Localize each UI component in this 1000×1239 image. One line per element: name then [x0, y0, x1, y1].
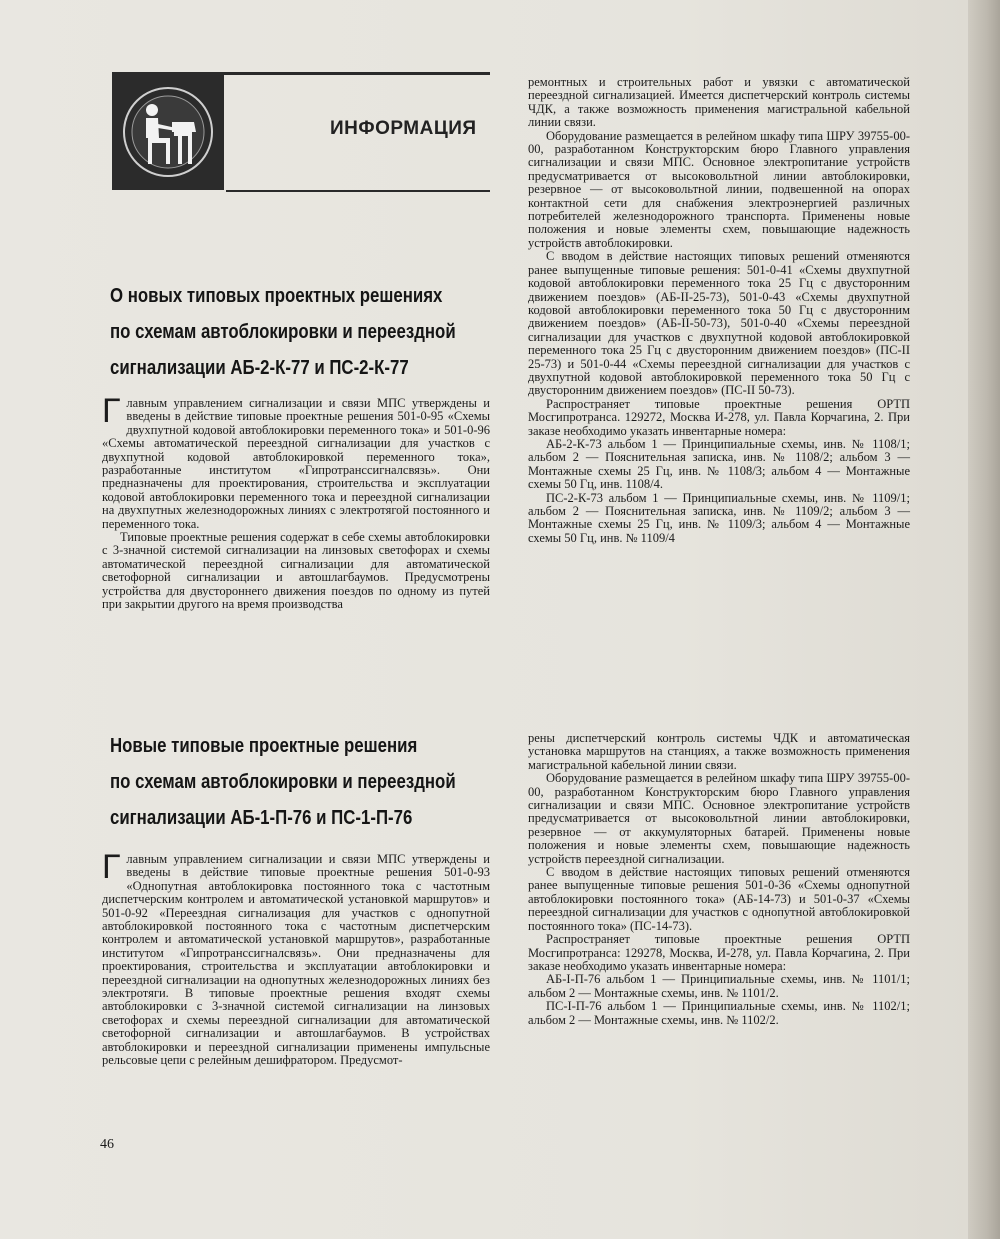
article1-paragraph: Распространяет типовые проектные решения ОРТП Мосгипротранса. 129272, Москва И-278, ул. Павла Корчагина, 2. При заказе необходимо указать инвентарные номера: [528, 396, 910, 438]
article2-dropcap: Г [102, 848, 121, 886]
article2-paragraph: Оборудование размещается в релейном шкафу типа ШРУ 39755-00-00, разработанном Конструкторским бюро Главного управления сигнализации и связи МПС. Основное электропитание устройств предусматривается от высоковольтной линии автоблокировки, резервное — от аккумуляторных батарей. Применены новые положения и новые элементы схем, повышающие надежность устройств переездной сигнализации. [528, 771, 910, 866]
article1-paragraph: Оборудование размещается в релейном шкафу типа ШРУ 39755-00-00, разработанном Конструкторским бюро Главного управления сигнализации и связи МПС. Основное электропитание устройств предусматривается от высоковольтной линии автоблокировки, резервное — от высоковольтной линии, подвешенной на опорах контактной сети для снабжения электроэнергией различных потребителей железнодорожного транспорта. Применены новые положения и новые элементы схем, повышающие надежность устройств автоблокировки. [528, 128, 910, 250]
article1-title-line: О новых типовых проектных решениях [110, 284, 443, 307]
header-rule-bottom [226, 190, 490, 192]
article2-title-line: сигнализации АБ-1-П-76 и ПС-1-П-76 [110, 806, 413, 829]
article1-title-line: по схемам автоблокировки и переездной [110, 320, 456, 343]
article2-right-column [528, 732, 910, 1027]
article2-title [110, 728, 456, 836]
article2-inventory-item: ПС-I-П-76 альбом 1 — Принципиальные схемы, инв. № 1102/1; альбом 2 — Монтажные схемы, инв. № 1102/2. [528, 999, 910, 1027]
article2-inventory-item: АБ-I-П-76 альбом 1 — Принципиальные схемы, инв. № 1101/1; альбом 2 — Монтажные схемы, инв. № 1101/2. [528, 972, 910, 1000]
section-rubric: ИНФОРМАЦИЯ [330, 118, 477, 139]
article1-title [110, 278, 456, 386]
article1-paragraph: С вводом в действие настоящих типовых решений отменяются ранее выпущенные типовые решения: 501-0-41 «Схемы двухпутной кодовой автоблокировки переменного тока 25 Гц с двусторонним движением поездов» (АБ-II-25-73), 501-0-43 «Схемы двухпутной кодовой автоблокировки переменного тока 50 Гц с двусторонним движением поездов» (АБ-II-50-73), 501-0-40 «Схемы переездной сигнализации для участков с двухпутной кодовой автоблокировкой переменного тока 25 Гц с двусторонним движением поездов» (ПС-II 25-73) и 501-0-44 «Схемы переездной сигнализации для участков с двухпутной кодовой автоблокировкой переменного тока 50 Гц с двусторонним движением поездов» (ПС-II 50-73). [528, 249, 910, 398]
article1-right-column [528, 76, 910, 545]
article1-paragraph: Типовые проектные решения содержат в себе схемы автоблокировки с 3-значной системой сигнализации на линзовых светофорах и схемы автоматической переездной сигнализации для автоматической светофорной сигнализации и автошлагбаумов. Предусмотрены устройства для двустороннего движения поездов по одному из путей при закрытии другого на время производства [102, 530, 490, 612]
article2-paragraph: рены диспетчерский контроль системы ЧДК и автоматическая установка маршрутов на станциях, а также возможность применения магистральной кабельной линии связи. [528, 731, 910, 772]
article2-title-line: Новые типовые проектные решения [110, 734, 418, 757]
article1-inventory-item: АБ-2-К-73 альбом 1 — Принципиальные схемы, инв. № 1108/1; альбом 2 — Пояснительная записка, инв. № 1108/2; альбом 3 — Монтажные схемы 25 Гц, инв. № 1108/3; альбом 4 — Монтажные схемы 50 Гц, инв. 1108/4. [528, 436, 910, 492]
page-number: 46 [100, 1137, 114, 1152]
article2-left-column [102, 848, 490, 1068]
information-section-logo-icon [112, 72, 224, 190]
article1-inventory-item: ПС-2-К-73 альбом 1 — Принципиальные схемы, инв. № 1109/1; альбом 2 — Пояснительная записка, инв. № 1109/2; альбом 3 — Монтажные схемы 25 Гц, инв. № 1109/3; альбом 4 — Монтажные схемы 50 Гц, инв. № 1109/4 [528, 490, 910, 545]
article2-paragraph: Распространяет типовые проектные решения ОРТП Мосгипротранса: 129278, Москва, И-278, ул. Павла Корчагина, 2. При заказе необходимо указать инвентарные номера: [528, 932, 910, 973]
article1-dropcap: Г [102, 392, 121, 430]
book-spine-edge [968, 0, 1000, 1239]
article1-paragraph: Главным управлением сигнализации и связи МПС утверждены и введены в действие типовые проектные решения 501-0-95 «Схемы двухпутной кодовой автоблокировки переменного тока» и 501-0-96 «Схемы автоматической переездной сигнализации для участков с двухпутной кодовой автоблокировкой переменного тока», разработанные институтом «Гипротранссигналсвязь». Они предназначены для проектирования, строительства и эксплуатации кодовой автоблокировки переменного тока и переездной сигнализации на двухпутных железнодорожных линиях с электротягой постоянного и переменного тока. [102, 392, 490, 531]
article1-left-column [102, 392, 490, 612]
article2-paragraph: Главным управлением сигнализации и связи МПС утверждены и введены в действие типовые проектные решения 501-0-93 «Однопутная автоблокировка постоянного тока с частотным диспетчерским контролем и автоматической установкой маршрутов» и 501-0-92 «Переездная сигнализация для участков с однопутной автоблокировкой постоянного тока с частотным диспетчерским контролем и автоматической установкой маршрутов», разработанные институтом «Гипротранссигналсвязь». Они предназначены для проектирования, строительства и эксплуатации автоблокировки и переездной сигнализации на однопутных железнодорожных линиях без электротяги. В типовые проектные решения входят схемы автоблокировки с 3-значной системой сигнализации на линзовых светофорах и схемы переездной сигнализации для автоматической светофорной сигнализации и автошлагбаумов. В устройствах автоблокировки и переездной сигнализации применены импульсные рельсовые цепи с релейным дешифратором. Предусмот- [102, 848, 490, 1068]
article2-title-line: по схемам автоблокировки и переездной [110, 770, 456, 793]
article1-title-line: сигнализации АБ-2-К-77 и ПС-2-К-77 [110, 356, 409, 379]
article2-paragraph: С вводом в действие настоящих типовых решений отменяются ранее выпущенные типовые решения 501-0-36 «Схемы однопутной автоблокировки постоянного тока» (АБ-14-73) и 501-0-37 «Схемы переездной сигнализации для участков с однопутной автоблокировкой постоянного тока» (ПС-14-73). [528, 865, 910, 933]
article1-paragraph: ремонтных и строительных работ и увязки с автоматической переездной сигнализацией. Имеется диспетчерский контроль системы ЧДК, а также возможность применения магистральной кабельной линии связи. [528, 75, 910, 130]
